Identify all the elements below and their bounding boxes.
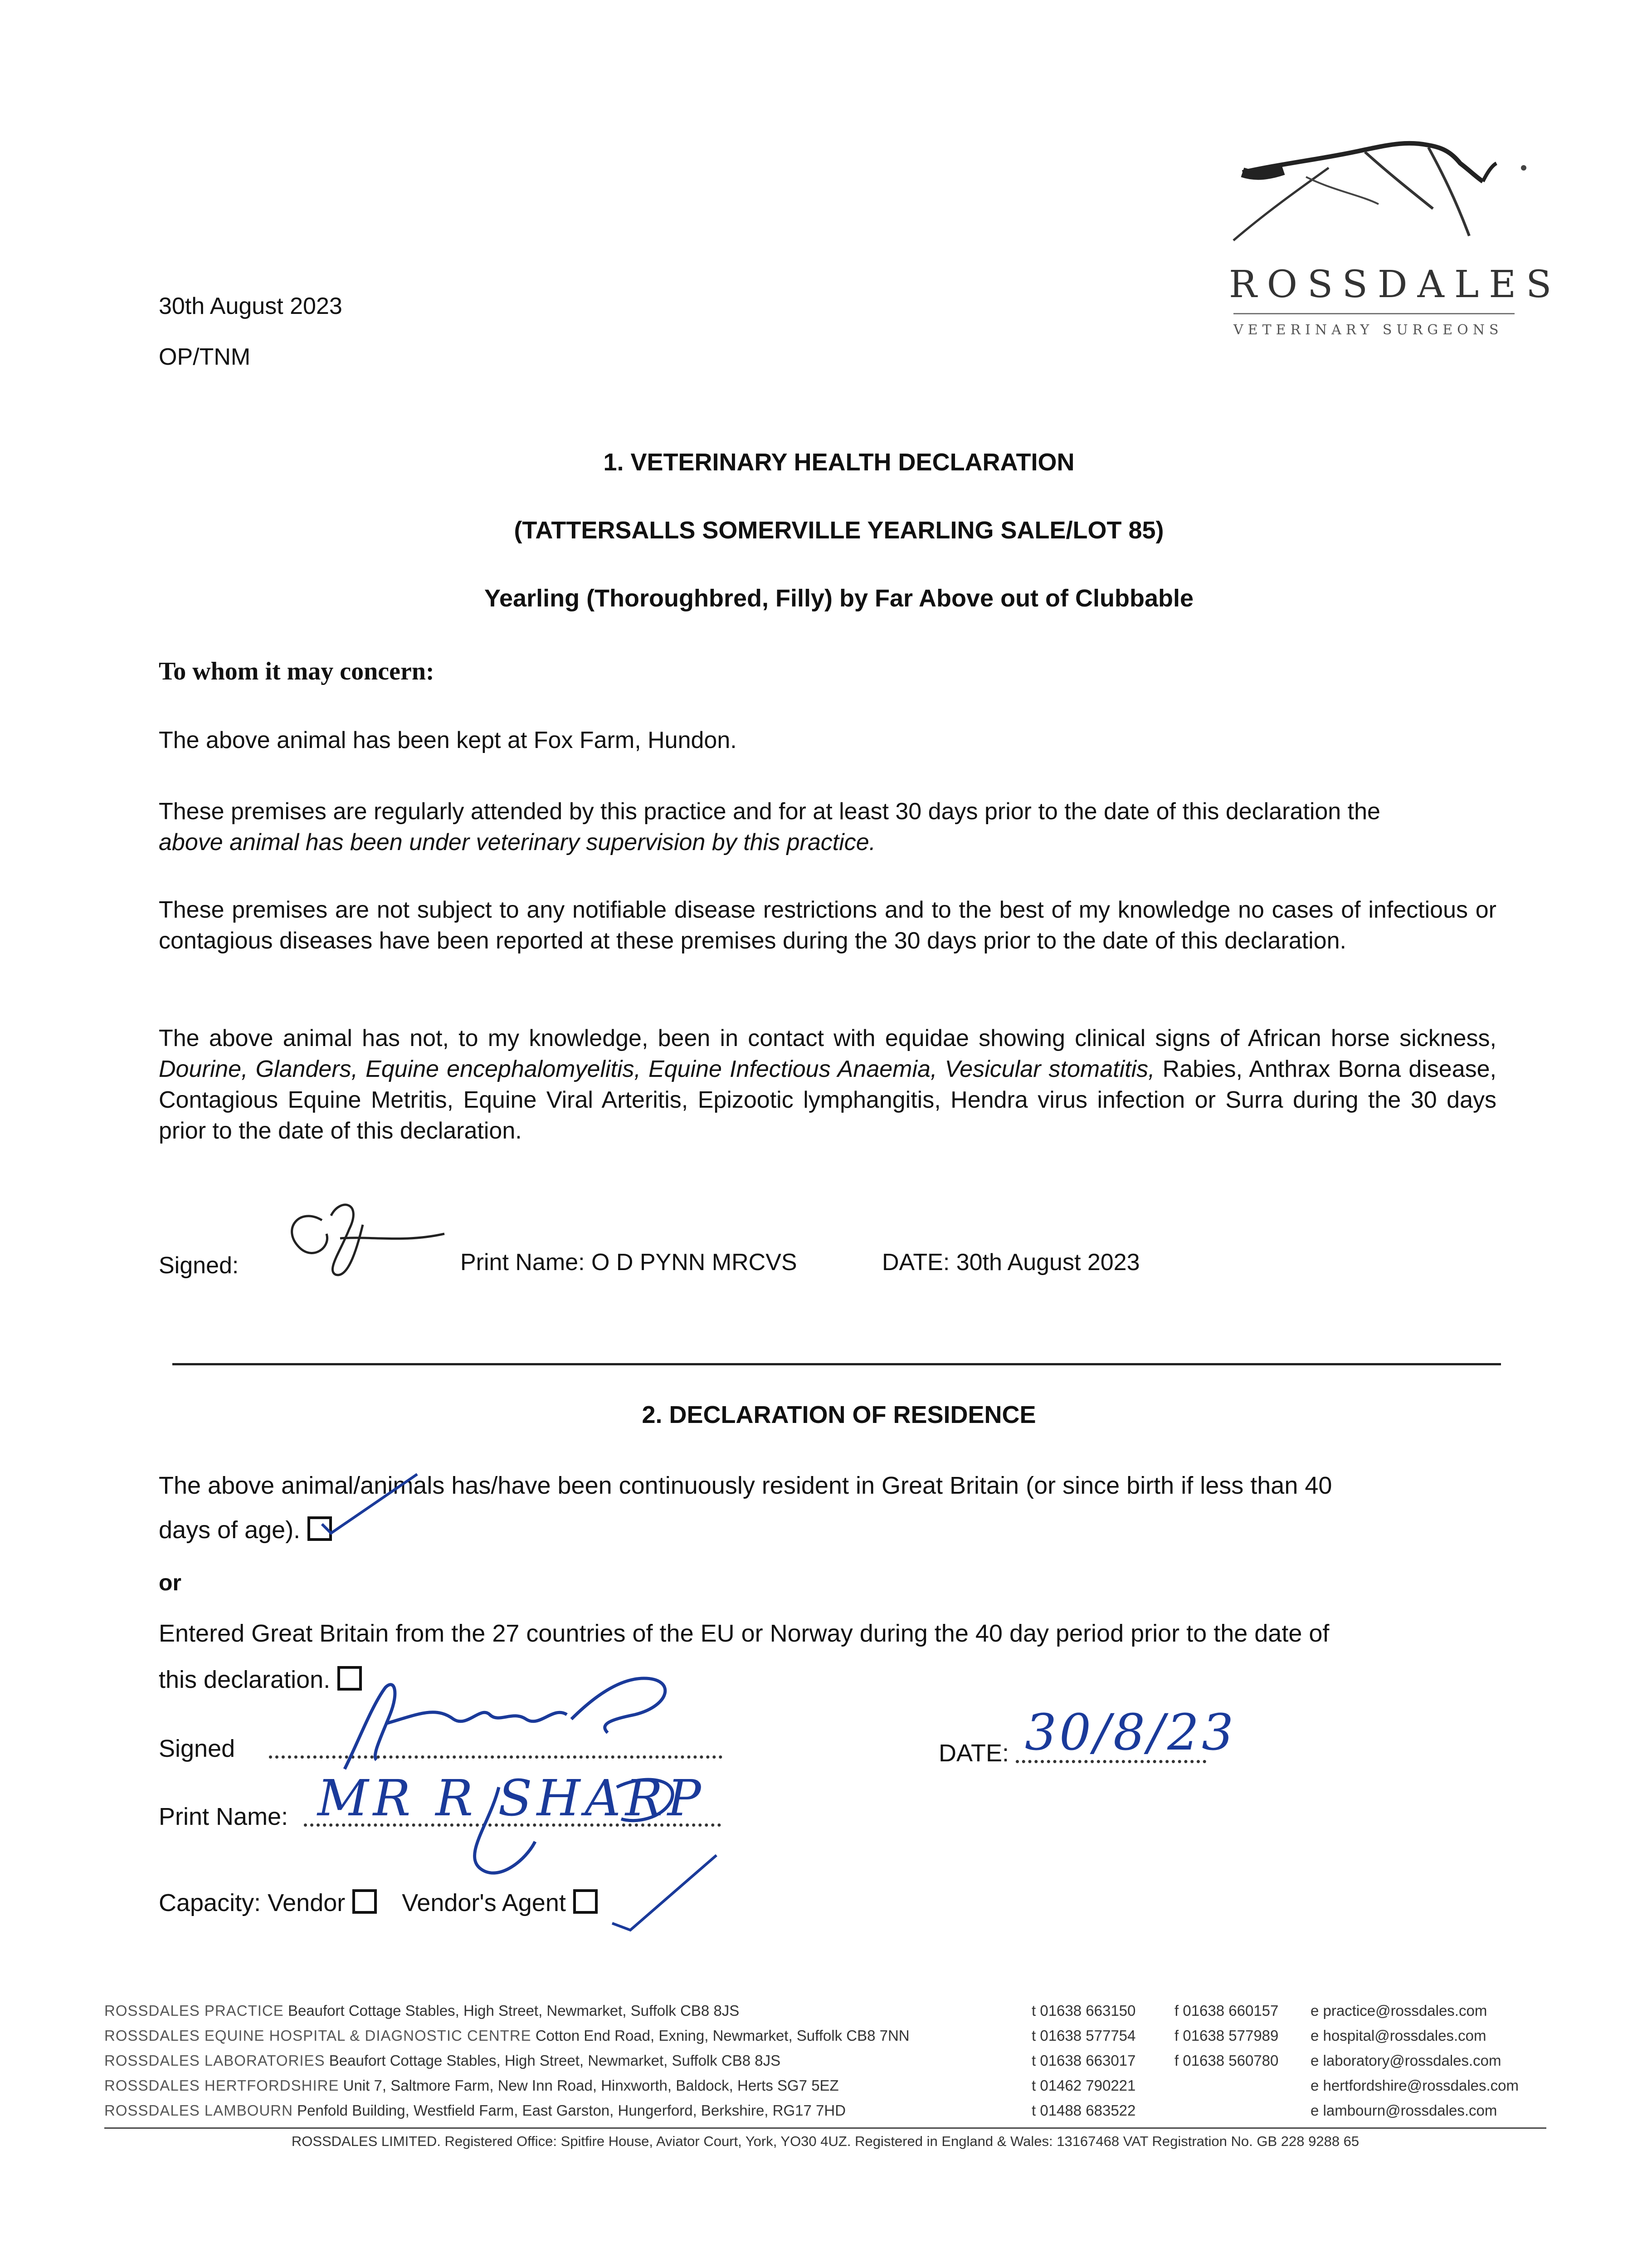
rossdales-logo — [1215, 132, 1562, 349]
letter-reference: OP/TNM — [159, 344, 251, 370]
section1-title: 1. VETERINARY HEALTH DECLARATION — [603, 449, 1075, 476]
paragraph-attended-italic: above animal has been under veterinary supervision by this practice. — [159, 829, 876, 855]
vendor-agent-check-mark — [603, 1842, 721, 1932]
section1-sale: (TATTERSALLS SOMERVILLE YEARLING SALE/LOT 85) — [514, 517, 1164, 544]
resident-check-mark — [313, 1470, 422, 1538]
owner-print-handwritten: MR R SHARP — [317, 1769, 706, 1827]
footer-email-4: e lambourn@rossdales.com — [1311, 2102, 1497, 2119]
footer-row — [104, 2050, 780, 2071]
paragraph-contact-part2: Rabies, Anthrax Borna disease, Contagious Equine Metritis, Equine Viral Arteritis, Epizootic lymphangitis, Hendra virus infection or Surra during the 30 days prior to the date of this declaration. — [159, 1056, 1497, 1144]
footer-fax-2: f 01638 560780 — [1174, 2052, 1279, 2069]
residence-paragraph-line1: The above animal/animals has/have been continuously resident in Great Britain (or since birth if less than 40 — [159, 1472, 1332, 1499]
footer-address: Beaufort Cottage Stables, High Street, Newmarket, Suffolk CB8 8JS — [287, 2002, 740, 2019]
salutation: To whom it may concern: — [159, 657, 434, 685]
footer-org: ROSSDALES HERTFORDSHIRE — [104, 2077, 339, 2094]
section-divider — [172, 1363, 1501, 1365]
footer-email-3: e hertfordshire@rossdales.com — [1311, 2077, 1519, 2094]
paragraph-contact-diseases: Dourine, Glanders, Equine encephalomyelitis, Equine Infectious Anaemia, Vesicular stomatitis, — [159, 1056, 1155, 1082]
vendor-agent-label: Vendor's Agent — [402, 1889, 566, 1916]
residence-paragraph-line2 — [159, 1514, 332, 1546]
section1-animal: Yearling (Thoroughbred, Filly) by Far Above out of Clubbable — [484, 585, 1194, 612]
footer-row — [104, 2025, 910, 2046]
footer-email-2: e laboratory@rossdales.com — [1311, 2052, 1501, 2069]
capacity-row — [159, 1887, 598, 1919]
owner-date-handwritten: 30/8/23 — [1025, 1703, 1237, 1761]
letter-date: 30th August 2023 — [159, 293, 342, 319]
footer-address: Unit 7, Saltmore Farm, New Inn Road, Hinxworth, Baldock, Herts SG7 5EZ — [343, 2077, 839, 2094]
owner-print-label: Print Name: — [159, 1803, 288, 1830]
logo-rule — [1233, 313, 1515, 314]
footer-email-1: e hospital@rossdales.com — [1311, 2027, 1486, 2044]
footer-row — [104, 2100, 846, 2121]
footer-registered: ROSSDALES LIMITED. Registered Office: Spitfire House, Aviator Court, York, YO30 4UZ. Registered in England & Wales: 13167468 VAT Registration No. GB 228 9288 65 — [291, 2133, 1360, 2149]
footer-address: Penfold Building, Westfield Farm, East Garston, Hungerford, Berkshire, RG17 7HD — [297, 2102, 846, 2119]
logo-subtitle: VETERINARY SURGEONS — [1233, 322, 1503, 338]
footer-org: ROSSDALES EQUINE HOSPITAL & DIAGNOSTIC CENTRE — [104, 2027, 531, 2044]
footer-tel-4: t 01488 683522 — [1032, 2102, 1136, 2119]
footer-org: ROSSDALES LABORATORIES — [104, 2052, 325, 2069]
or-label: or — [159, 1570, 181, 1595]
owner-signed-label: Signed — [159, 1735, 235, 1762]
footer-rule — [104, 2127, 1546, 2129]
footer-address: Beaufort Cottage Stables, High Street, Newmarket, Suffolk CB8 8JS — [329, 2052, 781, 2069]
footer-tel-3: t 01462 790221 — [1032, 2077, 1136, 2094]
paragraph-restrictions: These premises are not subject to any notifiable disease restrictions and to the best of my knowledge no cases of infectious or contagious diseases have been reported at these premises during the 30 days prior to the date of this declaration. — [159, 897, 1496, 954]
owner-date-label: DATE: — [939, 1740, 1009, 1767]
footer-tel-2: t 01638 663017 — [1032, 2052, 1136, 2069]
logo-wordmark: ROSSDALES — [1229, 263, 1562, 306]
footer-email-0: e practice@rossdales.com — [1311, 2002, 1487, 2019]
footer-tel-0: t 01638 663150 — [1032, 2002, 1136, 2019]
entered-declaration-text: this declaration. — [159, 1666, 331, 1693]
footer-address: Cotton End Road, Exning, Newmarket, Suffolk CB8 7NN — [535, 2027, 910, 2044]
entered-paragraph-line1: Entered Great Britain from the 27 countries of the EU or Norway during the 40 day period prior to the date of — [159, 1620, 1330, 1647]
paragraph-contact — [159, 1023, 1496, 1146]
paragraph-attended-main: These premises are regularly attended by this practice and for at least 30 days prior to the date of this declaration the — [159, 798, 1380, 825]
capacity-label: Capacity: Vendor — [159, 1889, 346, 1916]
footer-org: ROSSDALES LAMBOURN — [104, 2102, 293, 2119]
footer-org: ROSSDALES PRACTICE — [104, 2002, 284, 2019]
residence-days-text: days of age). — [159, 1516, 301, 1544]
footer-row — [104, 2075, 839, 2096]
vendor-checkbox[interactable] — [352, 1889, 377, 1914]
owner-signature — [317, 1651, 726, 1787]
footer-fax-0: f 01638 660157 — [1174, 2002, 1279, 2019]
footer-fax-1: f 01638 577989 — [1174, 2027, 1279, 2044]
vet-signature — [272, 1188, 463, 1279]
section2-title: 2. DECLARATION OF RESIDENCE — [642, 1401, 1036, 1428]
vendor-agent-checkbox[interactable] — [573, 1889, 598, 1914]
vet-date: DATE: 30th August 2023 — [882, 1249, 1140, 1276]
footer-tel-1: t 01638 577754 — [1032, 2027, 1136, 2044]
horse-logo-icon — [1215, 132, 1533, 268]
vet-print-name: Print Name: O D PYNN MRCVS — [460, 1249, 797, 1276]
vet-signed-label: Signed: — [159, 1252, 239, 1279]
paragraph-kept: The above animal has been kept at Fox Farm, Hundon. — [159, 727, 737, 753]
paragraph-contact-part1: The above animal has not, to my knowledge, been in contact with equidae showing clinical signs of African horse sickness, — [159, 1025, 1496, 1051]
paragraph-attended — [159, 796, 1496, 858]
footer-row — [104, 2000, 739, 2021]
